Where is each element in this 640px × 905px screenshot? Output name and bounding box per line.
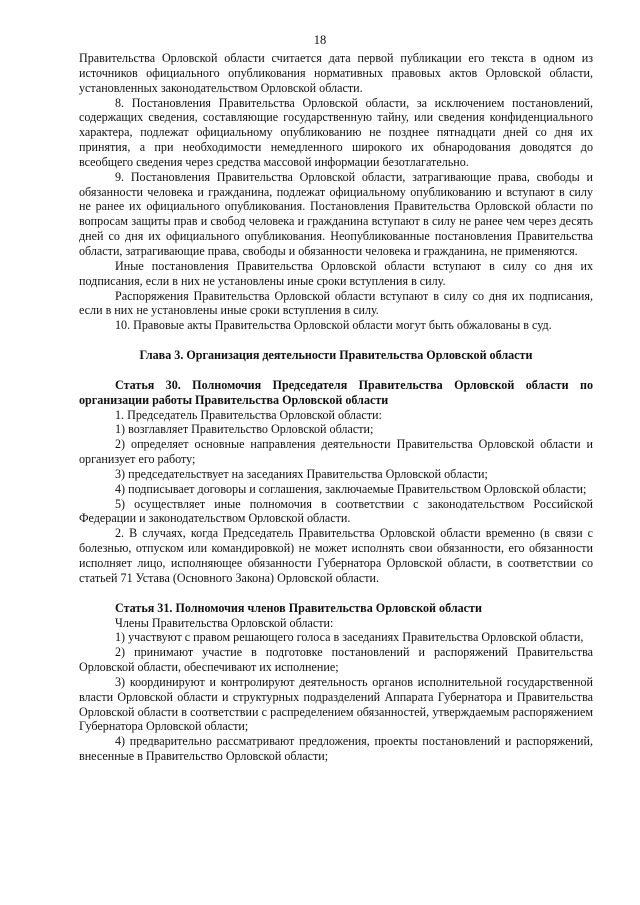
paragraph: 2. В случаях, когда Председатель Правительства Орловской области временно (в связи с болезнью, отпуском или командировкой) не может исполнять свои обязанности, его обязанности исполняет лицо, исполняющее обязанности Губернатора Орловской области, в соответствии со статьей 71 Устава (Основного Закона) Орловской области.: [79, 526, 593, 585]
paragraph: 9. Постановления Правительства Орловской области, затрагивающие права, свободы и обязанности человека и гражданина, подлежат официальному опубликованию и вступают в силу не ранее их официального опубликования. Постановления Правительства Орловской области по вопросам защиты прав и свобод человека и гражданина вступают в силу не ранее чем через десять дней со дня их официального опубликования. Неопубликованные постановления Правительства области, затрагивающие права, свободы и обязанности человека и гражданина, не применяются.: [79, 169, 593, 258]
paragraph: Члены Правительства Орловской области:: [115, 615, 334, 630]
paragraph: 4) предварительно рассматривают предложения, проекты постановлений и распоряжений, внесенные в Правительство Орловской области;: [79, 734, 593, 764]
paragraph: Иные постановления Правительства Орловской области вступают в силу со дня их подписания, если в них не установлены иные сроки вступления в силу.: [79, 258, 593, 288]
article-31-title: Статья 31. Полномочия членов Правительства Орловской области: [115, 600, 482, 615]
paragraph: 3) председательствует на заседаниях Правительства Орловской области;: [115, 466, 488, 481]
paragraph: 5) осуществляет иные полномочия в соответствии с законодательством Российской Федерации и законодательством Орловской области.: [79, 496, 593, 526]
paragraph: 1) участвуют с правом решающего голоса в заседаниях Правительства Орловской области,: [115, 630, 584, 645]
paragraph: 4) подписывает договоры и соглашения, заключаемые Правительством Орловской области;: [115, 481, 587, 496]
page-number: 18: [313, 33, 327, 47]
document-body: [79, 51, 593, 764]
chapter-title: Глава 3. Организация деятельности Правительства Орловской области: [139, 348, 533, 363]
article-30-title: Статья 30. Полномочия Председателя Правительства Орловской области по организации работы Правительства Орловской области: [79, 377, 593, 407]
paragraph: 2) определяет основные направления деятельности Правительства Орловской области и организует его работу;: [79, 437, 593, 467]
paragraph: 8. Постановления Правительства Орловской области, за исключением постановлений, содержащих сведения, составляющие государственную тайну, или сведения конфиденциального характера, подлежат официальному опубликованию не позднее пятнадцати дней со дня их принятия, а при необходимости немедленного широкого их обнародования доводятся до всеобщего сведения через средства массовой информации безотлагательно.: [79, 95, 593, 169]
paragraph: 10. Правовые акты Правительства Орловской области могут быть обжалованы в суд.: [115, 318, 552, 333]
paragraph: 3) координируют и контролируют деятельность органов исполнительной государственной власти Орловской области и структурных подразделений Аппарата Губернатора и Правительства Орловской области в соответствии с распределением обязанностей, утверждаемым распоряжением Губернатора Орловской области;: [79, 674, 593, 734]
paragraph: 1) возглавляет Правительство Орловской области;: [115, 422, 374, 437]
paragraph: 1. Председатель Правительства Орловской области:: [115, 407, 382, 422]
paragraph: Правительства Орловской области считается дата первой публикации его текста в одном из источников официального опубликования нормативных правовых актов Орловской области, установленных законодательством Орловской области.: [79, 51, 593, 95]
paragraph: 2) принимают участие в подготовке постановлений и распоряжений Правительства Орловской области, обеспечивают их исполнение;: [79, 645, 593, 675]
paragraph: Распоряжения Правительства Орловской области вступают в силу со дня их подписания, если в них не установлены иные сроки вступления в силу.: [79, 288, 593, 318]
